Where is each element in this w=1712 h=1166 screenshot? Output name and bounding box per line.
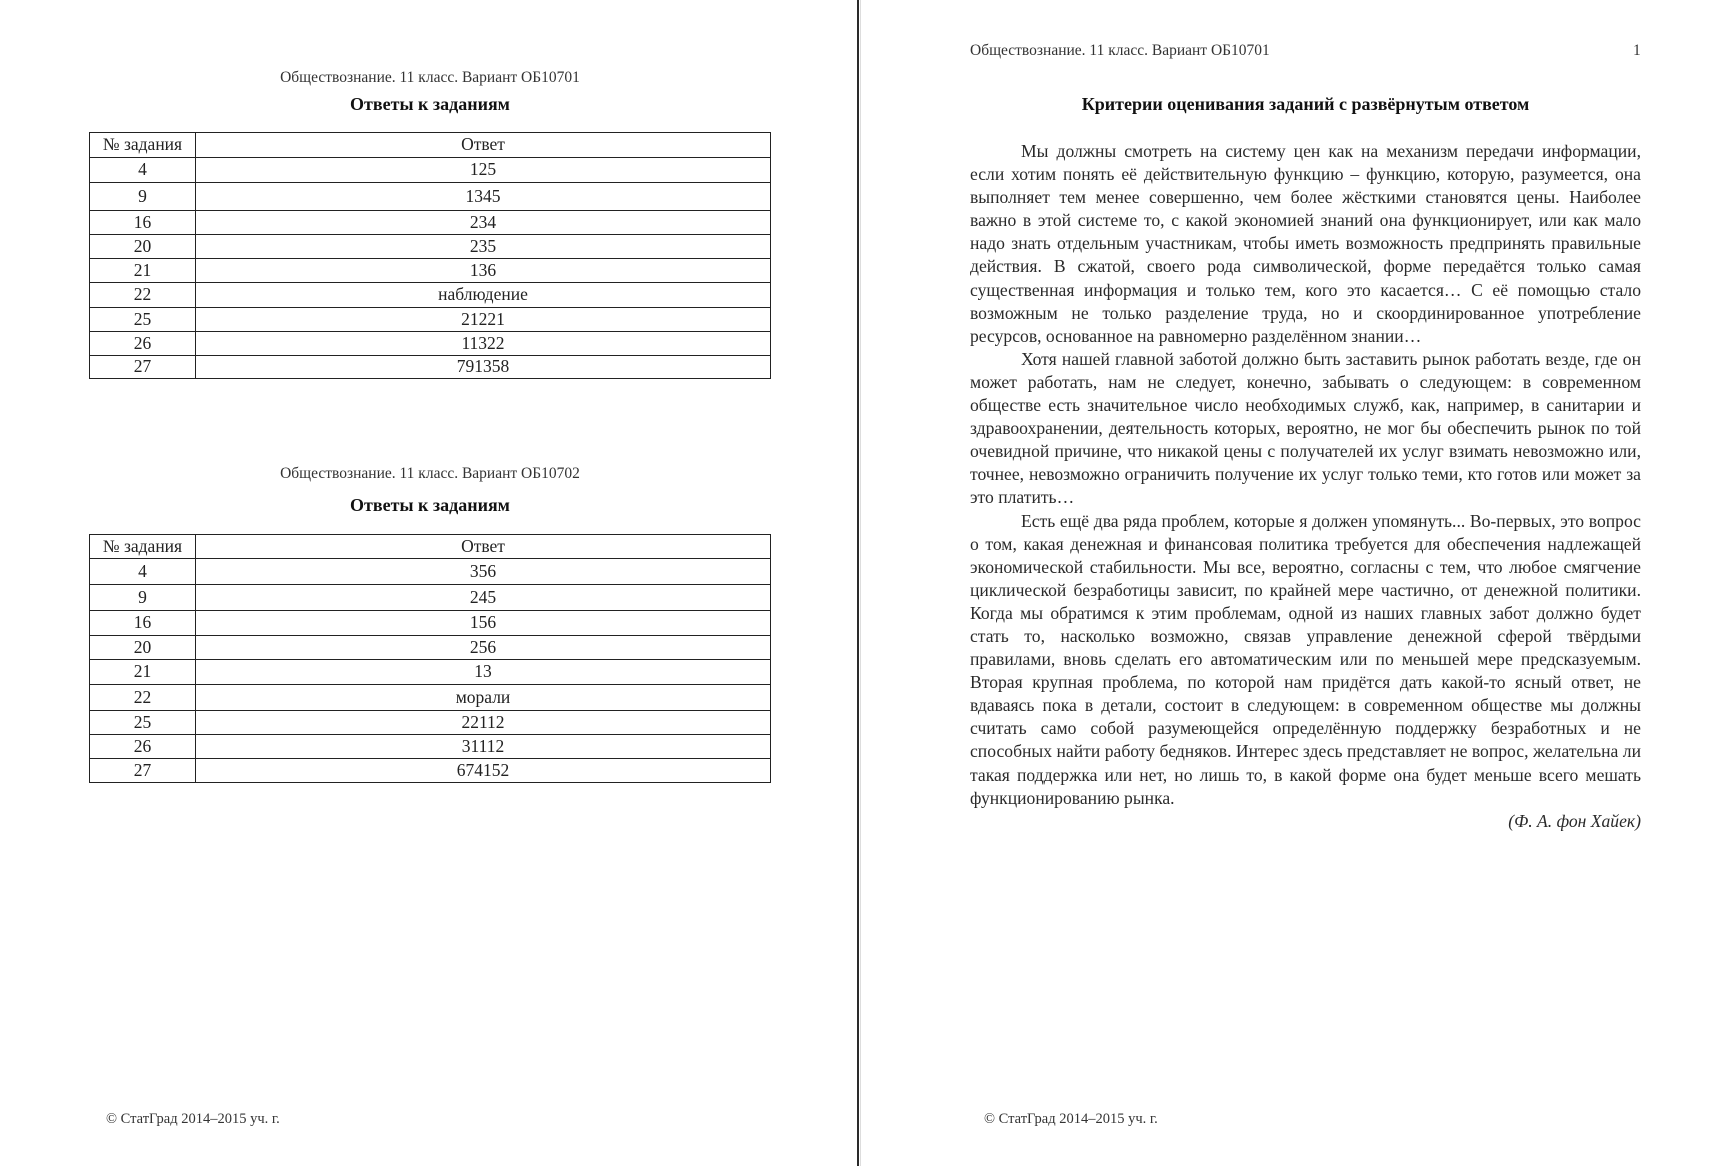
- table-row: [90, 283, 771, 308]
- column-header-task: № задания: [90, 133, 196, 158]
- column-header-answer: Ответ: [196, 133, 771, 158]
- variant-header-1: Обществознание. 11 класс. Вариант ОБ10701: [280, 69, 580, 86]
- table-row: [90, 735, 771, 759]
- table-row: [90, 235, 771, 259]
- answer-value: 234: [196, 211, 771, 235]
- task-number: 22: [90, 685, 196, 711]
- table-row: [90, 308, 771, 332]
- table-row: [90, 559, 771, 585]
- answers-table-2: [89, 534, 771, 783]
- table-row: [90, 332, 771, 356]
- column-header-answer: Ответ: [196, 535, 771, 559]
- answer-value: 791358: [196, 356, 771, 379]
- criteria-title: Критерии оценивания заданий с развёрнутым ответом: [1081, 94, 1530, 114]
- task-number: 4: [90, 158, 196, 183]
- task-number: 16: [90, 211, 196, 235]
- answer-value: 22112: [196, 711, 771, 735]
- variant-header-2: Обществознание. 11 класс. Вариант ОБ10702: [280, 465, 580, 482]
- column-header-task: № задания: [90, 535, 196, 559]
- answer-value: 156: [196, 611, 771, 636]
- table-row: [90, 759, 771, 783]
- task-number: 20: [90, 636, 196, 660]
- table-row: [90, 585, 771, 611]
- table-row: [90, 611, 771, 636]
- copyright-footer-left: © СтатГрад 2014–2015 уч. г.: [106, 1111, 280, 1127]
- answer-value: морали: [196, 685, 771, 711]
- answers-title-1: Ответы к заданиям: [350, 94, 510, 114]
- page-divider: [857, 0, 859, 1166]
- table-row: [90, 711, 771, 735]
- answer-value: 356: [196, 559, 771, 585]
- task-number: 26: [90, 332, 196, 356]
- answer-value: 13: [196, 660, 771, 685]
- task-number: 21: [90, 259, 196, 283]
- table-header-row: [90, 535, 771, 559]
- task-number: 21: [90, 660, 196, 685]
- task-number: 9: [90, 585, 196, 611]
- table-row: [90, 636, 771, 660]
- answer-value: наблюдение: [196, 283, 771, 308]
- answer-value: 674152: [196, 759, 771, 783]
- paragraph-2: Хотя нашей главной заботой должно быть заставить рынок работать везде, где он может работать, нам не следует, конечно, забывать о следующем: в современном обществе есть значительное число необходимых служб, как, например, в санитарии и здравоохранении, деятельность которых, вероятно, не мог бы обеспечить рынок по той очевидной причине, что никакой цены с получателей их услуг взимать невозможно или, точнее, невозможно ограничить получение их услуг только теми, кто готов или может за это платить…: [970, 348, 1641, 508]
- table-row: [90, 158, 771, 183]
- running-header: Обществознание. 11 класс. Вариант ОБ10701: [970, 42, 1270, 59]
- table-row: [90, 660, 771, 685]
- task-number: 25: [90, 308, 196, 332]
- task-number: 16: [90, 611, 196, 636]
- task-number: 22: [90, 283, 196, 308]
- answer-value: 1345: [196, 183, 771, 211]
- answers-title-2: Ответы к заданиям: [350, 495, 510, 515]
- task-number: 27: [90, 356, 196, 379]
- task-number: 9: [90, 183, 196, 211]
- table-row: [90, 211, 771, 235]
- answers-table-1: [89, 132, 771, 379]
- copyright-footer-right: © СтатГрад 2014–2015 уч. г.: [984, 1111, 1158, 1127]
- page-divider-shadow: [860, 0, 861, 1166]
- answer-value: 11322: [196, 332, 771, 356]
- task-number: 4: [90, 559, 196, 585]
- answer-value: 136: [196, 259, 771, 283]
- task-number: 25: [90, 711, 196, 735]
- table-row: [90, 259, 771, 283]
- source-text: [970, 140, 1641, 833]
- table-header-row: [90, 133, 771, 158]
- answer-value: 235: [196, 235, 771, 259]
- task-number: 26: [90, 735, 196, 759]
- author-attribution: (Ф. А. фон Хайек): [1508, 810, 1641, 831]
- answer-value: 256: [196, 636, 771, 660]
- task-number: 27: [90, 759, 196, 783]
- answer-value: 245: [196, 585, 771, 611]
- answer-value: 125: [196, 158, 771, 183]
- table-row: [90, 356, 771, 379]
- page-number: 1: [1633, 42, 1641, 59]
- answer-value: 31112: [196, 735, 771, 759]
- paragraph-1: Мы должны смотреть на систему цен как на механизм передачи информации, если хотим понять её действительную функцию – функцию, которую, разумеется, она выполняет тем менее совершенно, чем более жёсткими становятся цены. Наиболее важно в этой системе то, с какой экономией знаний она функционирует, или как мало надо знать отдельным участникам, чтобы иметь возможность предпринять правильные действия. В сжатой, своего рода символической, форме передаётся только самая существенная информация и только тем, кого это касается… С её помощью стало возможным не только разделение труда, но и скоординированное употребление ресурсов, основанное на равномерно разделённом знании…: [970, 141, 1641, 346]
- table-row: [90, 183, 771, 211]
- paragraph-3: Есть ещё два ряда проблем, которые я должен упомянуть... Во-первых, это вопрос о том, какая денежная и финансовая политика требуется для обеспечения надлежащей экономической стабильности. Мы все, вероятно, согласны с тем, что любое смягчение циклической безработицы зависит, по крайней мере частично, от денежной политики. Когда мы обратимся к этим проблемам, одной из наших главных забот должно будет стать то, насколько возможно, связав управление денежной сферой твёрдыми правилами, вновь сделать его автоматическим или по меньшей мере предсказуемым. Вторая крупная проблема, по которой нам придётся дать какой-то ясный ответ, не вдаваясь пока в детали, состоит в следующем: в современном обществе мы должны считать само собой разумеющейся определённую поддержку безработных и не способных найти работу бедняков. Интерес здесь представляет не вопрос, желательна ли такая поддержка или нет, но лишь то, в какой форме она будет меньше всего мешать функционированию рынка.: [970, 510, 1641, 808]
- table-row: [90, 685, 771, 711]
- answer-value: 21221: [196, 308, 771, 332]
- task-number: 20: [90, 235, 196, 259]
